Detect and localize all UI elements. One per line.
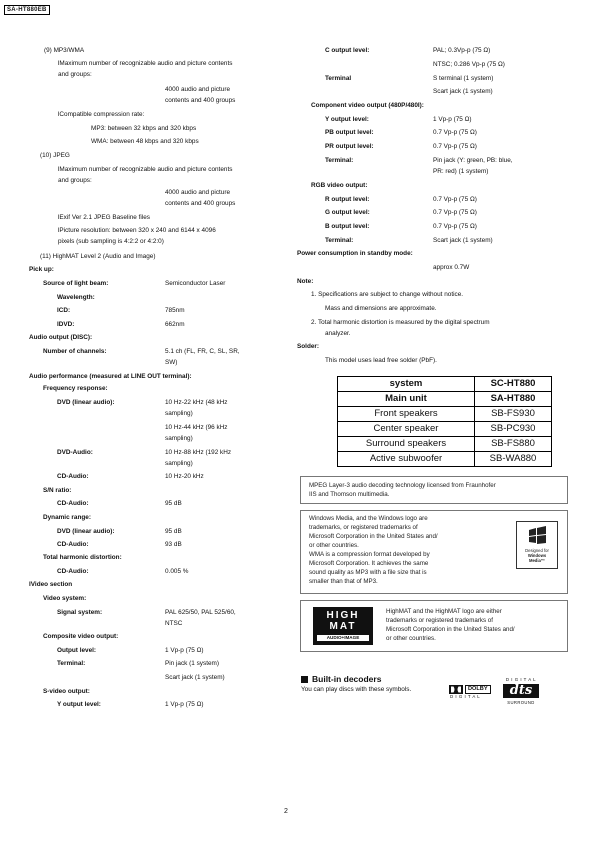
square-bullet-icon: [301, 676, 308, 683]
y-level-label: Y output level:: [57, 701, 101, 708]
pr-label: PR output level:: [325, 143, 374, 150]
source-label: Source of light beam:: [43, 280, 109, 287]
win-logo-line1: Designed for: [525, 548, 549, 553]
table-row: [338, 407, 552, 422]
dyn-cd-value: 93 dB: [165, 541, 182, 548]
icd-value: 785nm: [165, 307, 185, 314]
note-2b: analyzer.: [325, 330, 351, 337]
r-label: R output level:: [325, 196, 370, 203]
win-line3: Microsoft Corporation in the United States and/: [309, 533, 438, 540]
pickup-heading: Pick up:: [29, 266, 54, 273]
wma-rate: WMA: between 48 kbps and 320 kbps: [91, 138, 199, 145]
dyn-dvd-label: DVD (linear audio):: [57, 528, 115, 535]
mp3-count-line1: 4000 audio and picture: [165, 86, 231, 93]
model-table: [337, 376, 552, 467]
r-value: 0.7 Vp-p (75 Ω): [433, 196, 477, 203]
composite-level-label: Output level:: [57, 647, 97, 654]
note-2a: 2. Total harmonic distortion is measured by the digital spectrum: [311, 319, 490, 326]
jpeg-count-line2: contents and 400 groups: [165, 200, 236, 207]
standby-value: approx 0.7W: [433, 264, 470, 271]
jpeg-res-line1: lPicture resolution: between 320 x 240 and 6144 x 4096: [58, 227, 216, 234]
model-cell-label: Active subwoofer: [338, 452, 475, 467]
dvd-audio-label: DVD-Audio:: [57, 449, 93, 456]
video-system-heading: Video system:: [43, 595, 87, 602]
win-line4: or other countries.: [309, 542, 359, 549]
dvd-linear-label: DVD (linear audio):: [57, 399, 115, 406]
frequency-heading: Frequency response:: [43, 385, 108, 392]
signal-value2: NTSC: [165, 620, 183, 627]
win-line7: sound quality as MP3 with a file size that is: [309, 569, 427, 576]
model-cell-label: Surround speakers: [338, 437, 475, 452]
sn-heading: S/N ratio:: [43, 487, 72, 494]
dvd-audio-value1: 10 Hz-88 kHz (192 kHz: [165, 449, 232, 456]
windows-media-logo: [516, 521, 558, 569]
cd-audio-value: 10 Hz-20 kHz: [165, 473, 204, 480]
rgb-terminal-label: Terminal:: [325, 237, 354, 244]
win-line5: WMA is a compression format developed by: [309, 551, 430, 558]
highmat-level: (11) HighMAT Level 2 (Audio and Image): [40, 253, 156, 260]
windows-media-box: [300, 510, 568, 594]
pb-value: 0.7 Vp-p (75 Ω): [433, 129, 477, 136]
wavelength-heading: Wavelength:: [57, 294, 95, 301]
hm-line1: HighMAT and the HighMAT logo are either: [386, 608, 502, 615]
dolby-text: DOLBY: [465, 685, 491, 694]
cd-audio-label: CD-Audio:: [57, 473, 89, 480]
windows-flag-icon: [517, 522, 557, 550]
dvd-linear-value2: sampling): [165, 410, 193, 417]
model-tag: SA-HT880EB: [4, 5, 50, 15]
win-line2: trademarks, or registered trademarks of: [309, 524, 418, 531]
b-label: B output level:: [325, 223, 370, 230]
mp3-max-line2: and groups:: [58, 71, 92, 78]
solder-heading: Solder:: [297, 343, 320, 350]
note-heading: Note:: [297, 278, 314, 285]
composite-heading: Composite video output:: [43, 633, 119, 640]
jpeg-res-line2: pixels (sub sampling is 4:2:2 or 4:2:0): [58, 238, 164, 245]
mp3-compression: lCompatible compression rate:: [58, 111, 145, 118]
dts-digital-text: D I G I T A L: [505, 677, 537, 682]
highmat-logo: [313, 607, 373, 645]
hm-line2: trademarks or registered trademarks of: [386, 617, 493, 624]
composite-level-value: 1 Vp-p (75 Ω): [165, 647, 204, 654]
channels-label: Number of channels:: [43, 348, 107, 355]
b-value: 0.7 Vp-p (75 Ω): [433, 223, 477, 230]
thd-heading: Total harmonic distortion:: [43, 554, 122, 561]
table-row: [338, 392, 552, 407]
standby-heading: Power consumption in standby mode:: [297, 250, 413, 257]
thd-cd-value: 0.005 %: [165, 568, 189, 575]
hm-logo-line1: HIGH: [326, 610, 360, 621]
dts-mark: dts: [503, 684, 539, 698]
hm-line4: or other countries.: [386, 635, 436, 642]
table-row: [338, 422, 552, 437]
win-line6: Microsoft Corporation. It achieves the same: [309, 560, 429, 567]
component-terminal-value1: Pin jack (Y: green, PB: blue,: [433, 157, 513, 164]
win-logo-line2: Windows: [527, 553, 547, 559]
channels-value-line1: 5.1 ch (FL, FR, C, SL, SR,: [165, 348, 240, 355]
rgb-terminal-value: Scart jack (1 system): [433, 237, 493, 244]
source-value: Semiconductor Laser: [165, 280, 226, 287]
table-row: [338, 452, 552, 467]
solder-text: This model uses lead free solder (PbF).: [325, 357, 437, 364]
c-level-value2: NTSC; 0.286 Vp-p (75 Ω): [433, 61, 505, 68]
g-value: 0.7 Vp-p (75 Ω): [433, 209, 477, 216]
component-terminal-label: Terminal:: [325, 157, 354, 164]
table-row: [338, 437, 552, 452]
idvd-label: lDVD:: [57, 321, 75, 328]
mp3-rate: MP3: between 32 kbps and 320 kbps: [91, 125, 197, 132]
mp3-title: (9) MP3/WMA: [44, 47, 85, 54]
c-level-value1: PAL; 0.3Vp-p (75 Ω): [433, 47, 491, 54]
terminal-value2: Scart jack (1 system): [433, 88, 493, 95]
composite-terminal-label: Terminal:: [57, 660, 86, 667]
dts-logo: [500, 677, 542, 707]
icd-label: lCD:: [57, 307, 71, 314]
signal-value1: PAL 625/50, PAL 525/60,: [165, 609, 236, 616]
rgb-heading: RGB video output:: [311, 182, 368, 189]
dyn-cd-label: CD-Audio:: [57, 541, 89, 548]
mpeg-line2: IIS and Thomson multimedia.: [309, 491, 390, 498]
channels-value-line2: SW): [165, 359, 178, 366]
model-cell-label: Front speakers: [338, 407, 475, 422]
pb-label: PB output level:: [325, 129, 374, 136]
cy-value: 1 Vp-p (75 Ω): [433, 116, 472, 123]
dts-surround-text: SURROUND: [507, 700, 535, 705]
note-1: 1. Specifications are subject to change without notice.: [311, 291, 464, 298]
win-logo-line3: Media™: [528, 558, 546, 564]
terminal-label: Terminal: [325, 75, 352, 82]
component-heading: Component video output (480P/480I):: [311, 102, 424, 109]
audio-performance-heading: Audio performance (measured at LINE OUT terminal):: [29, 373, 192, 380]
model-cell-value: SC-HT880: [475, 377, 552, 392]
model-cell-label: system: [338, 377, 475, 392]
model-cell-value: SB-FS930: [475, 407, 552, 422]
hm-logo-line3: AUDIO+IMAGE: [317, 635, 369, 641]
sn-cd-label: CD-Audio:: [57, 500, 89, 507]
model-cell-label: Main unit: [338, 392, 475, 407]
sn-cd-value: 95 dB: [165, 500, 182, 507]
dolby-digital-logo: [448, 684, 496, 700]
dyn-dvd-value: 95 dB: [165, 528, 182, 535]
page-number: 2: [284, 808, 288, 815]
table-row: [338, 377, 552, 392]
audio-output-heading: Audio output (DISC):: [29, 334, 93, 341]
mp3-count-line2: contents and 400 groups: [165, 97, 236, 104]
composite-terminal-value2: Scart jack (1 system): [165, 674, 225, 681]
dvd-linear-value3: 10 Hz-44 kHz (96 kHz: [165, 424, 228, 431]
model-cell-label: Center speaker: [338, 422, 475, 437]
terminal-value1: S terminal (1 system): [433, 75, 494, 82]
model-cell-value: SA-HT880: [475, 392, 552, 407]
hm-line3: Microsoft Corporation in the United States and/: [386, 626, 515, 633]
cy-label: Y output level:: [325, 116, 369, 123]
model-cell-value: SB-WA880: [475, 452, 552, 467]
y-level-value: 1 Vp-p (75 Ω): [165, 701, 204, 708]
mp3-max-line1: lMaximum number of recognizable audio and picture contents: [58, 60, 233, 67]
mpeg-notice-box: [300, 476, 568, 504]
hm-logo-line2: MAT: [329, 621, 357, 632]
c-level-label: C output level:: [325, 47, 370, 54]
decoders-title: Built-in decoders: [301, 674, 381, 685]
win-line8: smaller than that of MP3.: [309, 578, 378, 585]
jpeg-title: (10) JPEG: [40, 152, 70, 159]
dvd-audio-value2: sampling): [165, 460, 193, 467]
composite-terminal-value1: Pin jack (1 system): [165, 660, 219, 667]
svideo-heading: S-video output:: [43, 688, 90, 695]
jpeg-max-line2: and groups:: [58, 177, 92, 184]
decoders-text: You can play discs with these symbols.: [301, 686, 412, 693]
jpeg-exif: lExif Ver 2.1 JPEG Baseline files: [58, 214, 150, 221]
idvd-value: 662nm: [165, 321, 185, 328]
model-cell-value: SB-FS880: [475, 437, 552, 452]
jpeg-max-line1: lMaximum number of recognizable audio and picture contents: [58, 166, 233, 173]
jpeg-count-line1: 4000 audio and picture: [165, 189, 231, 196]
video-section-heading: lVideo section: [29, 581, 73, 588]
double-d-icon: [449, 685, 463, 694]
model-cell-value: SB-PC930: [475, 422, 552, 437]
dvd-linear-value4: sampling): [165, 435, 193, 442]
win-line1: Windows Media, and the Windows logo are: [309, 515, 428, 522]
dynamic-heading: Dynamic range:: [43, 514, 91, 521]
note-1b: Mass and dimensions are approximate.: [325, 305, 437, 312]
dvd-linear-value1: 10 Hz-22 kHz (48 kHz: [165, 399, 228, 406]
mpeg-line1: MPEG Layer-3 audio decoding technology licensed from Fraunhofer: [309, 482, 496, 489]
thd-cd-label: CD-Audio:: [57, 568, 89, 575]
g-label: G output level:: [325, 209, 370, 216]
dolby-digital-text: D I G I T A L: [450, 694, 481, 699]
pr-value: 0.7 Vp-p (75 Ω): [433, 143, 477, 150]
signal-label: Signal system:: [57, 609, 103, 616]
highmat-box: [300, 600, 568, 652]
component-terminal-value2: PR: red) (1 system): [433, 168, 489, 175]
